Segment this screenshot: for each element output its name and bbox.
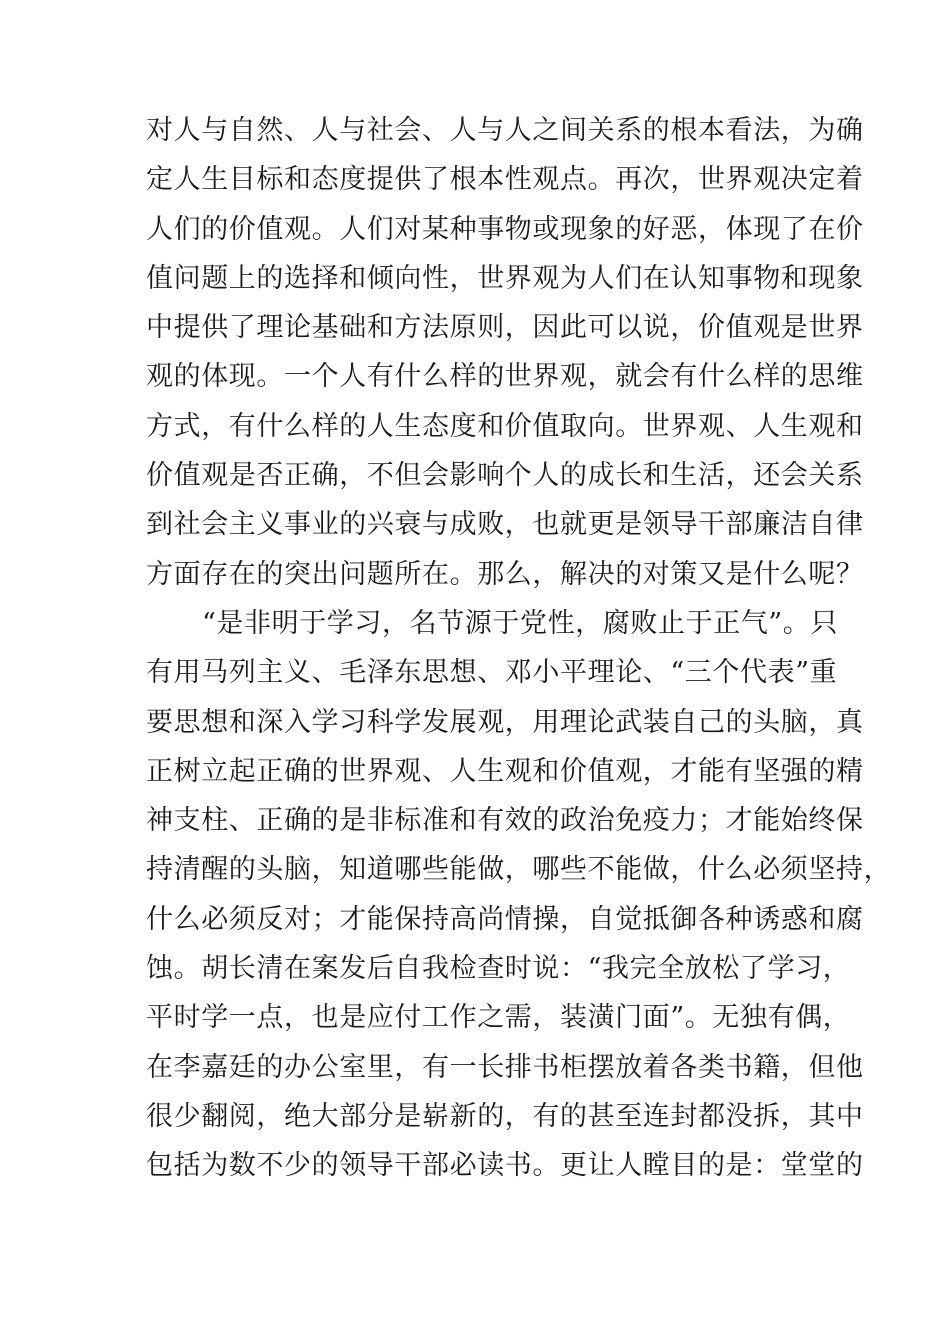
text-line: 中提供了理论基础和方法原则，因此可以说，价值观是世界 bbox=[146, 312, 864, 344]
text-line: 神支柱、正确的是非标准和有效的政治免疫力；才能始终保 bbox=[146, 805, 864, 837]
text-line: 在李嘉廷的办公室里，有一长排书柜摆放着各类书籍，但他 bbox=[146, 1051, 864, 1083]
text-line: 方式，有什么样的人生态度和价值取向。世界观、人生观和 bbox=[146, 410, 864, 442]
text-line: 到社会主义事业的兴衰与成败，也就更是领导干部廉洁自律 bbox=[146, 509, 864, 541]
text-line: 价值观是否正确，不但会影响个人的成长和生活，还会关系 bbox=[146, 460, 864, 492]
text-line: 观的体现。一个人有什么样的世界观，就会有什么样的思维 bbox=[146, 361, 864, 393]
text-line: 蚀。胡长清在案发后自我检查时说：“我完全放松了学习， bbox=[146, 953, 851, 985]
text-line: 包括为数不少的领导干部必读书。更让人瞠目的是：堂堂的 bbox=[146, 1150, 864, 1182]
text-line: 平时学一点，也是应付工作之需，装潢门面”。无独有偶， bbox=[146, 1002, 851, 1034]
text-line: 定人生目标和态度提供了根本性观点。再次，世界观决定着 bbox=[146, 164, 864, 196]
body-text bbox=[146, 106, 892, 1191]
text-line: 要思想和深入学习科学发展观，用理论武装自己的头脑，真 bbox=[146, 706, 864, 738]
text-line: 有用马列主义、毛泽东思想、邓小平理论、“三个代表”重 bbox=[146, 657, 838, 689]
text-line: 什么必须反对；才能保持高尚情操，自觉抵御各种诱惑和腐 bbox=[146, 903, 864, 935]
text-line: 很少翻阅，绝大部分是崭新的，有的甚至连封都没拆，其中 bbox=[146, 1100, 864, 1132]
text-line: 持清醒的头脑，知道哪些能做，哪些不能做，什么必须坚持， bbox=[146, 854, 892, 886]
text-line: 人们的价值观。人们对某种事物或现象的好恶，体现了在价 bbox=[146, 213, 864, 245]
paragraph-start-line: “是非明于学习，名节源于党性，腐败止于正气”。只 bbox=[202, 607, 839, 639]
text-line: 正树立起正确的世界观、人生观和价值观，才能有坚强的精 bbox=[146, 755, 864, 787]
text-line: 对人与自然、人与社会、人与人之间关系的根本看法，为确 bbox=[146, 115, 864, 146]
text-line: 值问题上的选择和倾向性，世界观为人们在认知事物和现象 bbox=[146, 262, 864, 294]
text-line: 方面存在的突出问题所在。那么，解决的对策又是什么呢？ bbox=[146, 558, 864, 590]
